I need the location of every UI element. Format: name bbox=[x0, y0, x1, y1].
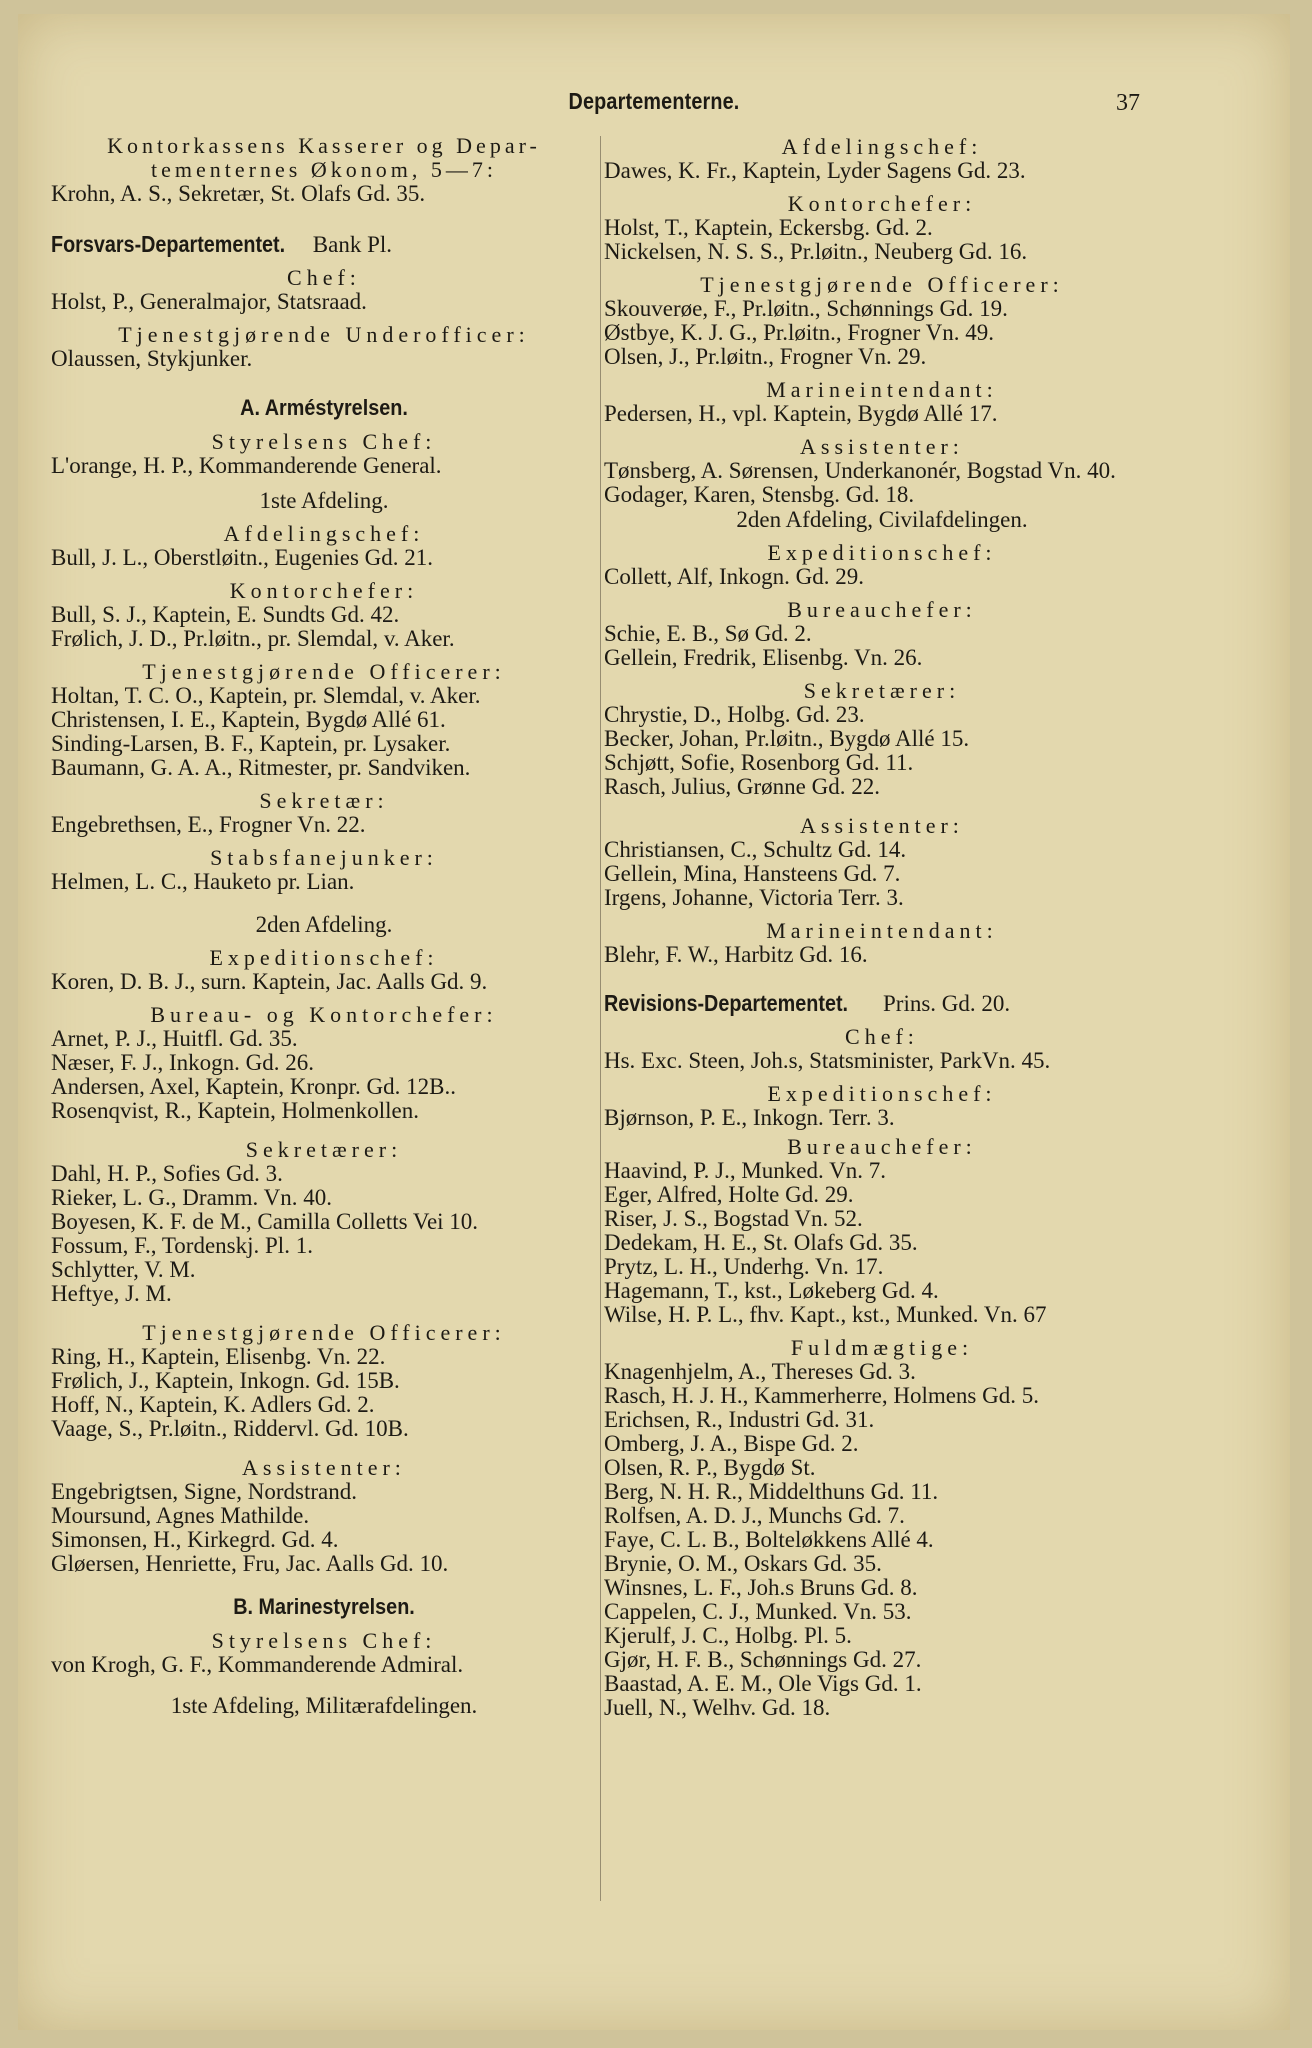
column-divider bbox=[600, 136, 601, 1901]
department-address: Prins. Gd. 20. bbox=[883, 991, 1011, 1016]
division-heading: 2den Afdeling. bbox=[255, 912, 393, 937]
list-item: Omberg, J. A., Bispe Gd. 2. bbox=[604, 1431, 859, 1456]
section-heading: Expeditionschef: bbox=[767, 540, 997, 565]
list-item: Baastad, A. E. M., Ole Vigs Gd. 1. bbox=[604, 1671, 922, 1696]
list-item: Holst, T., Kaptein, Eckersbg. Gd. 2. bbox=[604, 215, 933, 240]
section-heading: Expeditionschef: bbox=[767, 1081, 997, 1106]
department-address: Bank Pl. bbox=[312, 232, 392, 257]
list-item: Dahl, H. P., Sofies Gd. 3. bbox=[51, 1161, 283, 1186]
list-item: Bjørnson, P. E., Inkogn. Terr. 3. bbox=[604, 1105, 895, 1130]
section-heading: Tjenestgjørende Officerer: bbox=[142, 1320, 506, 1345]
section-heading: Assistenter: bbox=[242, 1455, 406, 1480]
department-title bbox=[604, 991, 1160, 1016]
list-item: Pedersen, H., vpl. Kaptein, Bygdø Allé 17. bbox=[604, 401, 998, 426]
section-heading: Tjenestgjørende Underofficer: bbox=[118, 322, 530, 347]
list-item: Irgens, Johanne, Victoria Terr. 3. bbox=[604, 885, 904, 910]
list-item: Juell, N., Welhv. Gd. 18. bbox=[604, 1695, 831, 1720]
list-item: Rieker, L. G., Dramm. Vn. 40. bbox=[51, 1185, 332, 1210]
section-heading: Afdelingschef: bbox=[223, 521, 425, 546]
list-item: Hagemann, T., kst., Løkeberg Gd. 4. bbox=[604, 1278, 939, 1303]
list-item: Schjøtt, Sofie, Rosenborg Gd. 11. bbox=[604, 750, 914, 775]
intro-heading bbox=[51, 134, 597, 182]
intro-heading-line-1: Kontorkassens Kasserer og Depar- bbox=[107, 133, 541, 158]
division-heading: 1ste Afdeling, Militærafdelingen. bbox=[170, 1693, 478, 1718]
list-item: Berg, N. H. R., Middelthuns Gd. 11. bbox=[604, 1479, 939, 1504]
list-item: Rasch, Julius, Grønne Gd. 22. bbox=[604, 774, 880, 799]
list-item: Nickelsen, N. S. S., Pr.løitn., Neuberg Gd. 16. bbox=[604, 239, 1028, 264]
section-heading: Tjenestgjørende Officerer: bbox=[700, 272, 1064, 297]
section-heading: Styrelsens Chef: bbox=[211, 1628, 437, 1653]
list-item: Christensen, I. E., Kaptein, Bygdø Allé 61. bbox=[51, 707, 446, 732]
department-name: Forsvars-Departementet. bbox=[51, 231, 286, 257]
list-item: Engebrigtsen, Signe, Nordstrand. bbox=[51, 1479, 357, 1504]
list-item: Tønsberg, A. Sørensen, Underkanonér, Bogstad Vn. 40. bbox=[604, 458, 1116, 483]
list-item: Rosenqvist, R., Kaptein, Holmenkollen. bbox=[51, 1098, 419, 1123]
division-heading: 1ste Afdeling. bbox=[259, 488, 389, 513]
list-item: Gløersen, Henriette, Fru, Jac. Aalls Gd. 10. bbox=[51, 1551, 449, 1576]
list-item: Schlytter, V. M. bbox=[51, 1257, 196, 1282]
list-item: Holst, P., Generalmajor, Statsraad. bbox=[51, 289, 367, 314]
list-item: Holtan, T. C. O., Kaptein, pr. Slemdal, v. Aker. bbox=[51, 683, 481, 708]
list-item: Christiansen, C., Schultz Gd. 14. bbox=[604, 837, 907, 862]
list-item: Kjerulf, J. C., Holbg. Pl. 5. bbox=[604, 1623, 852, 1648]
section-heading: Tjenestgjørende Officerer: bbox=[142, 659, 506, 684]
list-item: Blehr, F. W., Harbitz Gd. 16. bbox=[604, 942, 868, 967]
list-item: von Krogh, G. F., Kommanderende Admiral. bbox=[51, 1652, 464, 1677]
list-item: Bull, S. J., Kaptein, E. Sundts Gd. 42. bbox=[51, 602, 400, 627]
list-item: Andersen, Axel, Kaptein, Kronpr. Gd. 12B.. bbox=[51, 1074, 456, 1099]
list-item: Hoff, N., Kaptein, K. Adlers Gd. 2. bbox=[51, 1392, 375, 1417]
list-item: Ring, H., Kaptein, Elisenbg. Vn. 22. bbox=[51, 1344, 386, 1369]
list-item: Dawes, K. Fr., Kaptein, Lyder Sagens Gd. 23. bbox=[604, 158, 1026, 183]
list-item: Bull, J. L., Oberstløitn., Eugenies Gd. 21. bbox=[51, 545, 434, 570]
list-item: Arnet, P. J., Huitfl. Gd. 35. bbox=[51, 1026, 298, 1051]
section-heading: Bureauchefer: bbox=[787, 1134, 977, 1159]
section-heading: Bureau- og Kontorchefer: bbox=[150, 1002, 498, 1027]
list-item: Haavind, P. J., Munked. Vn. 7. bbox=[604, 1158, 886, 1183]
list-item: Schie, E. B., Sø Gd. 2. bbox=[604, 621, 812, 646]
department-name: Revisions-Departementet. bbox=[604, 990, 849, 1016]
list-item: Heftye, J. M. bbox=[51, 1281, 172, 1306]
list-item: Dedekam, H. E., St. Olafs Gd. 35. bbox=[604, 1230, 918, 1255]
list-item: Hs. Exc. Steen, Joh.s, Statsminister, ParkVn. 45. bbox=[604, 1048, 1051, 1073]
section-heading: Sekretærer: bbox=[245, 1137, 403, 1162]
list-item: Gjør, H. F. B., Schønnings Gd. 27. bbox=[604, 1647, 922, 1672]
section-heading: Afdelingschef: bbox=[781, 134, 983, 159]
section-heading: Kontorchefer: bbox=[787, 191, 977, 216]
list-item: Gellein, Mina, Hansteens Gd. 7. bbox=[604, 861, 901, 886]
list-item: Boyesen, K. F. de M., Camilla Colletts Vei 10. bbox=[51, 1209, 479, 1234]
section-heading: Styrelsens Chef: bbox=[211, 429, 437, 454]
division-heading: 2den Afdeling, Civilafdelingen. bbox=[736, 507, 1028, 532]
section-heading: Assistenter: bbox=[800, 434, 964, 459]
list-item: Eger, Alfred, Holte Gd. 29. bbox=[604, 1182, 854, 1207]
list-item: Wilse, H. P. L., fhv. Kapt., kst., Munked. Vn. 67 bbox=[604, 1302, 1047, 1327]
list-item: Winsnes, L. F., Joh.s Bruns Gd. 8. bbox=[604, 1575, 918, 1600]
list-item: Riser, J. S., Bogstad Vn. 52. bbox=[604, 1206, 863, 1231]
left-column bbox=[51, 134, 597, 1718]
department-title bbox=[51, 232, 597, 257]
section-heading: Kontorchefer: bbox=[229, 578, 419, 603]
page-header bbox=[18, 88, 1290, 122]
page-title: Departementerne. bbox=[568, 88, 740, 114]
section-heading: Stabsfanejunker: bbox=[210, 845, 438, 870]
list-item: Erichsen, R., Industri Gd. 31. bbox=[604, 1407, 875, 1432]
subdivision-title: A. Arméstyrelsen. bbox=[240, 395, 408, 420]
section-heading: Chef: bbox=[845, 1024, 919, 1049]
directory-page bbox=[18, 14, 1290, 2030]
list-item: Næser, F. J., Inkogn. Gd. 26. bbox=[51, 1050, 315, 1075]
list-item: L'orange, H. P., Kommanderende General. bbox=[51, 453, 442, 478]
list-item: Vaage, S., Pr.løitn., Riddervl. Gd. 10B. bbox=[51, 1416, 409, 1441]
list-item: Engebrethsen, E., Frogner Vn. 22. bbox=[51, 812, 366, 837]
list-item: Østbye, K. J. G., Pr.løitn., Frogner Vn. 49. bbox=[604, 320, 994, 345]
list-item: Prytz, L. H., Underhg. Vn. 17. bbox=[604, 1254, 884, 1279]
list-item: Skouverøe, F., Pr.løitn., Schønnings Gd. 19. bbox=[604, 296, 1008, 321]
page-number: 37 bbox=[1116, 90, 1140, 116]
list-item: Frølich, J. D., Pr.løitn., pr. Slemdal, v. Aker. bbox=[51, 626, 455, 651]
list-item: Olaussen, Stykjunker. bbox=[51, 346, 253, 371]
section-heading: Marineintendant: bbox=[766, 918, 998, 943]
list-item: Godager, Karen, Stensbg. Gd. 18. bbox=[604, 482, 915, 507]
section-heading: Assistenter: bbox=[800, 813, 964, 838]
section-heading: Sekretærer: bbox=[803, 678, 961, 703]
list-item: Becker, Johan, Pr.løitn., Bygdø Allé 15. bbox=[604, 726, 970, 751]
list-item: Sinding-Larsen, B. F., Kaptein, pr. Lysaker. bbox=[51, 731, 451, 756]
section-heading: Expeditionschef: bbox=[209, 945, 439, 970]
subdivision-title: B. Marinestyrelsen. bbox=[233, 1594, 415, 1619]
list-item: Brynie, O. M., Oskars Gd. 35. bbox=[604, 1551, 882, 1576]
list-item: Koren, D. B. J., surn. Kaptein, Jac. Aalls Gd. 9. bbox=[51, 969, 488, 994]
list-item: Olsen, R. P., Bygdø St. bbox=[604, 1455, 816, 1480]
list-item: Gellein, Fredrik, Elisenbg. Vn. 26. bbox=[604, 645, 923, 670]
right-column bbox=[604, 134, 1160, 1720]
intro-heading-line-2: tementernes Økonom, 5—7: bbox=[151, 157, 497, 182]
section-heading: Fuldmægtige: bbox=[790, 1335, 974, 1360]
list-item: Cappelen, C. J., Munked. Vn. 53. bbox=[604, 1599, 912, 1624]
list-item: Rolfsen, A. D. J., Munchs Gd. 7. bbox=[604, 1503, 905, 1528]
list-item: Krohn, A. S., Sekretær, St. Olafs Gd. 35. bbox=[51, 181, 426, 206]
list-item: Knagenhjelm, A., Thereses Gd. 3. bbox=[604, 1359, 916, 1384]
section-heading: Sekretær: bbox=[259, 788, 389, 813]
list-item: Chrystie, D., Holbg. Gd. 23. bbox=[604, 702, 865, 727]
section-heading: Chef: bbox=[287, 265, 361, 290]
list-item: Moursund, Agnes Mathilde. bbox=[51, 1503, 310, 1528]
section-heading: Marineintendant: bbox=[766, 377, 998, 402]
list-item: Frølich, J., Kaptein, Inkogn. Gd. 15B. bbox=[51, 1368, 400, 1393]
list-item: Collett, Alf, Inkogn. Gd. 29. bbox=[604, 564, 865, 589]
list-item: Faye, C. L. B., Bolteløkkens Allé 4. bbox=[604, 1527, 934, 1552]
section-heading: Bureauchefer: bbox=[787, 597, 977, 622]
list-item: Helmen, L. C., Hauketo pr. Lian. bbox=[51, 869, 355, 894]
list-item: Simonsen, H., Kirkegrd. Gd. 4. bbox=[51, 1527, 339, 1552]
list-item: Fossum, F., Tordenskj. Pl. 1. bbox=[51, 1233, 313, 1258]
list-item: Olsen, J., Pr.løitn., Frogner Vn. 29. bbox=[604, 344, 927, 369]
list-item: Baumann, G. A. A., Ritmester, pr. Sandviken. bbox=[51, 755, 471, 780]
list-item: Rasch, H. J. H., Kammerherre, Holmens Gd. 5. bbox=[604, 1383, 1039, 1408]
